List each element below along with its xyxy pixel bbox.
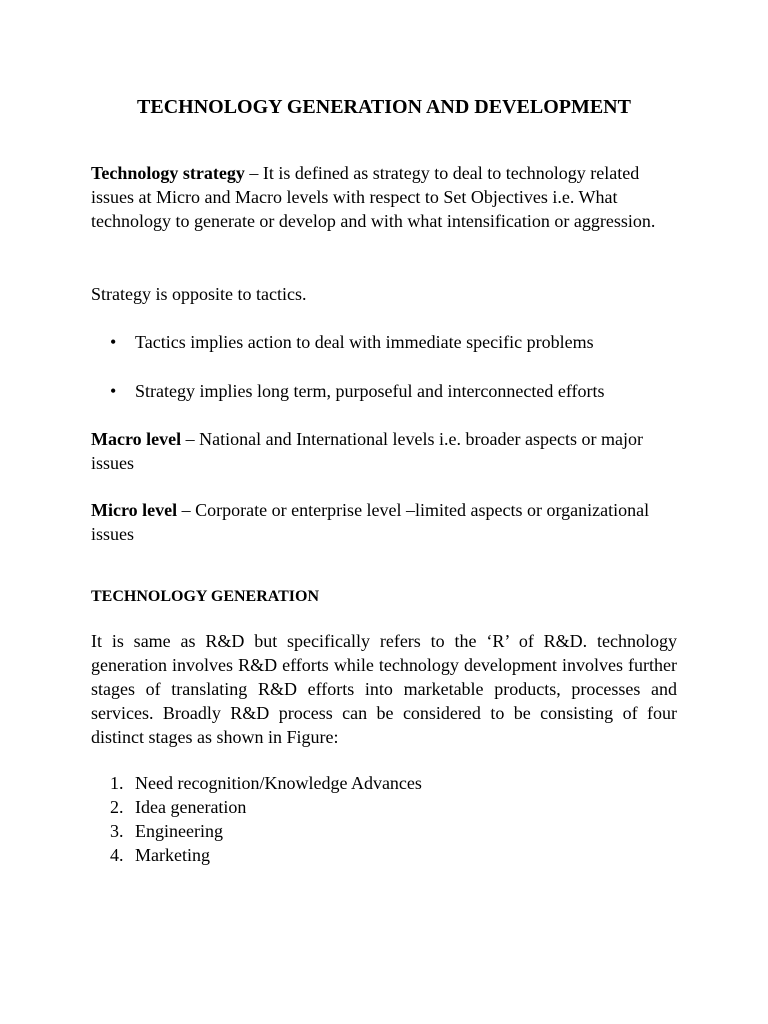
bullet-text: Tactics implies action to deal with immediate specific problems — [135, 332, 594, 352]
macro-level-definition — [91, 427, 679, 475]
list-item — [110, 819, 422, 843]
list-number: 1. — [110, 773, 124, 793]
technology-strategy-text: – It is defined as strategy to deal to technology related issues at Micro and Macro levels with respect to Set Objectives i.e. What technology to generate or develop and with what intensification or aggression. — [91, 163, 656, 231]
technology-generation-paragraph: It is same as R&D but specifically refers to the ‘R’ of R&D. technology generation involves R&D efforts while technology development involves further stages of translating R&D efforts into marketable products, processes and services. Broadly R&D process can be considered to be consisting of four distinct stages as shown in Figure: — [91, 631, 677, 747]
list-label: Marketing — [135, 845, 210, 865]
micro-level-term: Micro level — [91, 500, 178, 520]
micro-level-text: – Corporate or enterprise level –limited aspects or organizational issues — [91, 500, 650, 544]
macro-level-term: Macro level — [91, 429, 182, 449]
list-number: 2. — [110, 797, 124, 817]
technology-strategy-term: Technology strategy — [91, 163, 245, 183]
list-label: Idea generation — [135, 797, 247, 817]
list-item — [110, 795, 422, 819]
micro-level-definition — [91, 498, 679, 546]
macro-level-text: – National and International levels i.e. broader aspects or major issues — [91, 429, 643, 473]
bullet-symbol: • — [110, 332, 117, 352]
list-label: Engineering — [135, 821, 223, 841]
stages-list — [110, 771, 422, 867]
bullet-text: Strategy implies long term, purposeful and interconnected efforts — [135, 381, 605, 401]
list-item — [110, 843, 422, 867]
section-heading: TECHNOLOGY GENERATION — [91, 588, 320, 605]
technology-strategy-definition — [91, 161, 679, 233]
list-label: Need recognition/Knowledge Advances — [135, 773, 422, 793]
strategy-opposite-line: Strategy is opposite to tactics. — [91, 284, 307, 304]
list-item — [110, 771, 422, 795]
list-number: 3. — [110, 821, 124, 841]
list-number: 4. — [110, 845, 124, 865]
bullet-symbol: • — [110, 381, 117, 401]
document-title: TECHNOLOGY GENERATION AND DEVELOPMENT — [137, 96, 631, 118]
